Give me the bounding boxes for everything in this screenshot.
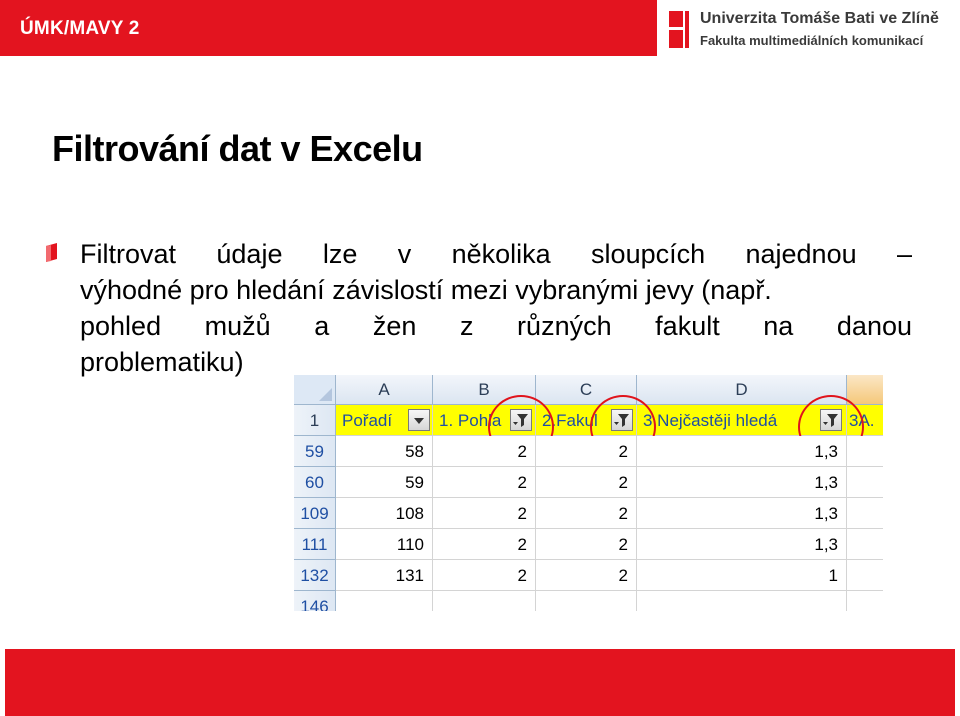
table-cell[interactable]: 2: [433, 529, 536, 560]
slide-title: Filtrování dat v Excelu: [52, 128, 423, 169]
utb-logo-icon: [666, 8, 692, 52]
column-header-b[interactable]: B: [433, 375, 536, 405]
table-cell[interactable]: 1,3: [637, 529, 847, 560]
course-label: ÚMK/MAVY 2: [20, 18, 140, 39]
bullet-text: [80, 236, 912, 380]
column-header-d[interactable]: D: [637, 375, 847, 405]
table-cell[interactable]: [336, 591, 433, 611]
table-cell[interactable]: 110: [336, 529, 433, 560]
bullet-icon: [46, 243, 58, 263]
table-cell[interactable]: 131: [336, 560, 433, 591]
table-cell[interactable]: [536, 591, 637, 611]
header-cell-nejcasteji[interactable]: 3.Nejčastěji hledá: [637, 405, 847, 436]
table-cell[interactable]: 2: [536, 467, 637, 498]
table-cell[interactable]: [847, 560, 883, 591]
university-logo: [666, 8, 956, 52]
table-cell[interactable]: 59: [336, 467, 433, 498]
table-cell[interactable]: [433, 591, 536, 611]
faculty-name: Fakulta multimediálních komunikací: [700, 33, 924, 48]
table-cell[interactable]: [847, 498, 883, 529]
header-cell-fakulta[interactable]: 2.Fakul: [536, 405, 637, 436]
table-cell[interactable]: 2: [433, 560, 536, 591]
dropdown-arrow-icon: [409, 410, 429, 430]
header-cell-3a[interactable]: 3A.: [847, 405, 883, 436]
row-header[interactable]: 111: [294, 529, 336, 560]
table-cell[interactable]: [847, 591, 883, 611]
table-cell[interactable]: 2: [433, 436, 536, 467]
row-header[interactable]: 60: [294, 467, 336, 498]
table-cell[interactable]: 2: [433, 498, 536, 529]
table-cell[interactable]: 108: [336, 498, 433, 529]
column-header-c[interactable]: C: [536, 375, 637, 405]
bullet-line-1: Filtrovat údaje lze v několika sloupcích najednou –: [80, 239, 912, 269]
table-cell[interactable]: 2: [536, 529, 637, 560]
row-header-1[interactable]: 1: [294, 405, 336, 436]
select-all-corner[interactable]: [294, 375, 336, 405]
header-bar: [0, 0, 657, 56]
table-cell[interactable]: 58: [336, 436, 433, 467]
excel-sheet: [294, 375, 883, 611]
bullet-line-2: výhodné pro hledání závislostí mezi vybranými jevy (např.: [80, 275, 772, 305]
table-cell[interactable]: 1: [637, 560, 847, 591]
row-header-partial[interactable]: 146: [294, 591, 336, 611]
table-cell[interactable]: 2: [536, 436, 637, 467]
table-cell[interactable]: 1,3: [637, 498, 847, 529]
row-header[interactable]: 59: [294, 436, 336, 467]
header-cell-poradi[interactable]: Pořadí: [336, 405, 433, 436]
table-cell[interactable]: 1,3: [637, 467, 847, 498]
table-cell[interactable]: [637, 591, 847, 611]
table-cell[interactable]: [847, 529, 883, 560]
footer-bar: [5, 649, 955, 716]
table-cell[interactable]: [847, 436, 883, 467]
bullet-line-3: pohled mužů a žen z různých fakult na danou: [80, 311, 912, 341]
column-header-a[interactable]: A: [336, 375, 433, 405]
university-name: Univerzita Tomáše Bati ve Zlíně: [700, 10, 939, 27]
header-cell-pohlavi[interactable]: 1. Pohla: [433, 405, 536, 436]
table-cell[interactable]: [847, 467, 883, 498]
table-cell[interactable]: 2: [433, 467, 536, 498]
filter-dropdown-button-a[interactable]: [408, 409, 430, 431]
table-cell[interactable]: 2: [536, 498, 637, 529]
table-cell[interactable]: 2: [536, 560, 637, 591]
column-header-e[interactable]: [847, 375, 883, 405]
row-header[interactable]: 109: [294, 498, 336, 529]
row-header[interactable]: 132: [294, 560, 336, 591]
table-cell[interactable]: 1,3: [637, 436, 847, 467]
bullet-line-4: problematiku): [80, 347, 244, 377]
